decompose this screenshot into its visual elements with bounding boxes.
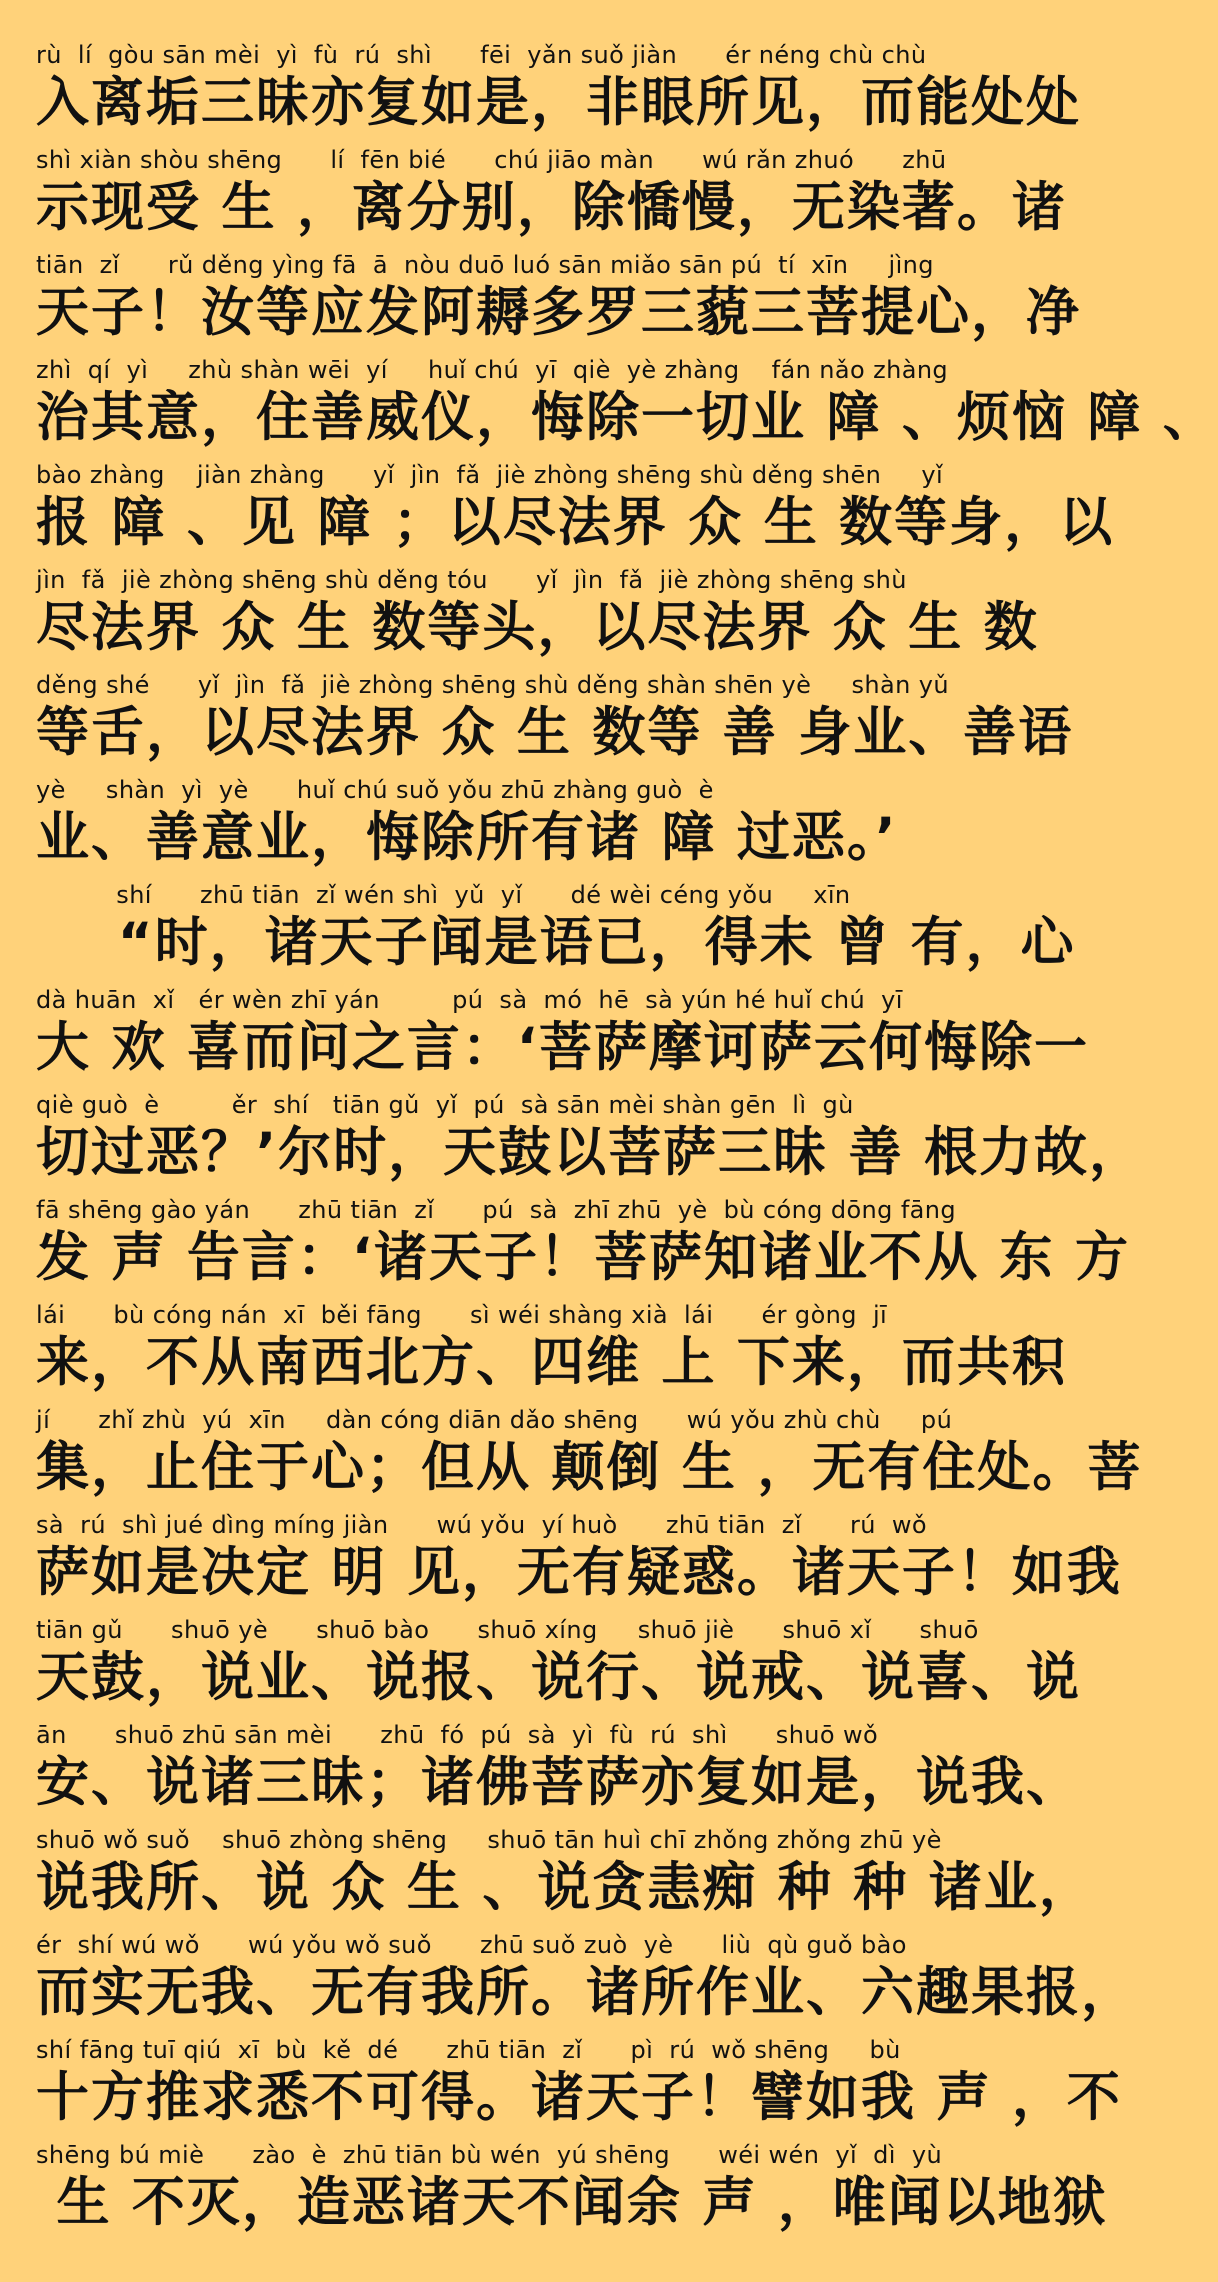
pinyin-row: tiān gǔ shuō yè shuō bào shuō xíng shuō jiè shuō xǐ shuō bbox=[36, 1616, 979, 1644]
text-line bbox=[36, 983, 1090, 1088]
hanzi-row: 业、善意业，悔除所有诸 障 过恶。’ bbox=[36, 807, 898, 868]
hanzi-row: 发 声 告言：‘诸天子！菩萨知诸业不从 东 方 bbox=[36, 1227, 1130, 1288]
hanzi-row: 天鼓，说业、说报、说行、说戒、说喜、说 bbox=[36, 1647, 1081, 1708]
text-line bbox=[36, 2033, 1122, 2138]
hanzi-row: 示现受 生 ，离分别，除憍慢，无染著。诸 bbox=[36, 177, 1067, 238]
text-line bbox=[36, 458, 1115, 563]
pinyin-row: jí zhǐ zhù yú xīn dàn cóng diān dǎo shēng wú yǒu zhù chù pú bbox=[36, 1406, 953, 1434]
text-line bbox=[36, 248, 1081, 353]
hanzi-row: 十方推求悉不可得。诸天子！譬如我 声 ，不 bbox=[36, 2067, 1122, 2128]
text-line bbox=[36, 1928, 1136, 2033]
hanzi-row: 天子！汝等应发阿耨多罗三藐三菩提心，净 bbox=[36, 282, 1081, 343]
hanzi-row: 大 欢 喜而问之言：‘菩萨摩诃萨云何悔除一 bbox=[36, 1017, 1090, 1078]
hanzi-row: 来，不从南西北方、四维 上 下来，而共积 bbox=[36, 1332, 1067, 1393]
hanzi-row: 说我所、说 众 生 、说贪恚痴 种 种 诸业， bbox=[36, 1857, 1094, 1918]
pinyin-row: shuō wǒ suǒ shuō zhòng shēng shuō tān huì chī zhǒng zhǒng zhū yè bbox=[36, 1826, 942, 1854]
hanzi-row: 等舌，以尽法界 众 生 数等 善 身业、善语 bbox=[36, 702, 1074, 763]
pinyin-row: jìn fǎ jiè zhòng shēng shù děng tóu yǐ jìn fǎ jiè zhòng shēng shù bbox=[36, 566, 907, 594]
hanzi-row: 安、说诸三昧；诸佛菩萨亦复如是，说我、 bbox=[36, 1752, 1081, 1813]
hanzi-row: 集，止住于心；但从 颠倒 生 ，无有住处。菩 bbox=[36, 1437, 1143, 1498]
text-line bbox=[36, 143, 1067, 248]
hanzi-row: 治其意，住善威仪，悔除一切业 障 、烦恼 障 、 bbox=[36, 387, 1218, 448]
pinyin-row: qiè guò è ěr shí tiān gǔ yǐ pú sà sān mèi shàn gēn lì gù bbox=[36, 1091, 854, 1119]
hanzi-row: 生 不灭，造恶诸天不闻余 声 ，唯闻以地狱 bbox=[36, 2172, 1108, 2233]
pinyin-row: rù lí gòu sān mèi yì fù rú shì fēi yǎn suǒ jiàn ér néng chù chù bbox=[36, 41, 927, 69]
text-line bbox=[36, 1298, 1067, 1403]
pinyin-row: ān shuō zhū sān mèi zhū fó pú sà yì fù rú shì shuō wǒ bbox=[36, 1721, 879, 1749]
hanzi-row: 萨如是决定 明 见，无有疑惑。诸天子！如我 bbox=[36, 1542, 1122, 1603]
hanzi-row: “时，诸天子闻是语已，得未 曾 有，心 bbox=[36, 912, 1076, 973]
pinyin-row: zhì qí yì zhù shàn wēi yí huǐ chú yī qiè yè zhàng fán nǎo zhàng bbox=[36, 356, 949, 384]
hanzi-row: 而实无我、无有我所。诸所作业、六趣果报， bbox=[36, 1962, 1136, 2023]
pinyin-row: bào zhàng jiàn zhàng yǐ jìn fǎ jiè zhòng shēng shù děng shēn yǐ bbox=[36, 461, 944, 489]
hanzi-row: 切过恶？’尔时，天鼓以菩萨三昧 善 根力故， bbox=[36, 1122, 1145, 1183]
text-line bbox=[36, 1193, 1130, 1298]
text-line bbox=[36, 1823, 1094, 1928]
hanzi-row: 尽法界 众 生 数等头，以尽法界 众 生 数 bbox=[36, 597, 1039, 658]
pinyin-row: tiān zǐ rǔ děng yìng fā ā nòu duō luó sān miǎo sān pú tí xīn jìng bbox=[36, 251, 934, 279]
pinyin-row: sà rú shì jué dìng míng jiàn wú yǒu yí huò zhū tiān zǐ rú wǒ bbox=[36, 1511, 928, 1539]
text-line bbox=[36, 2138, 1108, 2243]
pinyin-row: děng shé yǐ jìn fǎ jiè zhòng shēng shù děng shàn shēn yè shàn yǔ bbox=[36, 671, 949, 699]
text-line bbox=[36, 1508, 1122, 1613]
pinyin-row: yè shàn yì yè huǐ chú suǒ yǒu zhū zhàng guò è bbox=[36, 776, 714, 804]
text-line bbox=[36, 353, 1218, 458]
pinyin-row: ér shí wú wǒ wú yǒu wǒ suǒ zhū suǒ zuò yè liù qù guǒ bào bbox=[36, 1931, 907, 1959]
pinyin-row: dà huān xǐ ér wèn zhī yán pú sà mó hē sà yún hé huǐ chú yī bbox=[36, 986, 903, 1014]
pinyin-row: lái bù cóng nán xī běi fāng sì wéi shàng xià lái ér gòng jī bbox=[36, 1301, 888, 1329]
pinyin-row: shí fāng tuī qiú xī bù kě dé zhū tiān zǐ pì rú wǒ shēng bù bbox=[36, 2036, 901, 2064]
text-line bbox=[36, 668, 1074, 773]
text-line bbox=[36, 878, 1076, 983]
pinyin-row: shēng bú miè zào è zhū tiān bù wén yú shēng wéi wén yǐ dì yù bbox=[36, 2141, 943, 2169]
text-line bbox=[36, 1613, 1081, 1718]
hanzi-row: 报 障 、见 障 ；以尽法界 众 生 数等身，以 bbox=[36, 492, 1115, 553]
hanzi-row: 入离垢三昧亦复如是，非眼所见，而能处处 bbox=[36, 72, 1081, 133]
text-line bbox=[36, 1718, 1081, 1823]
pinyin-row: fā shēng gào yán zhū tiān zǐ pú sà zhī zhū yè bù cóng dōng fāng bbox=[36, 1196, 957, 1224]
text-line bbox=[36, 38, 1081, 143]
text-line bbox=[36, 1088, 1145, 1193]
pinyin-row: shì xiàn shòu shēng lí fēn bié chú jiāo màn wú rǎn zhuó zhū bbox=[36, 146, 947, 174]
text-line bbox=[36, 563, 1044, 668]
text-line bbox=[36, 1403, 1143, 1508]
pinyin-row: shí zhū tiān zǐ wén shì yǔ yǐ dé wèi céng yǒu xīn bbox=[36, 881, 851, 909]
text-line bbox=[36, 773, 1044, 878]
